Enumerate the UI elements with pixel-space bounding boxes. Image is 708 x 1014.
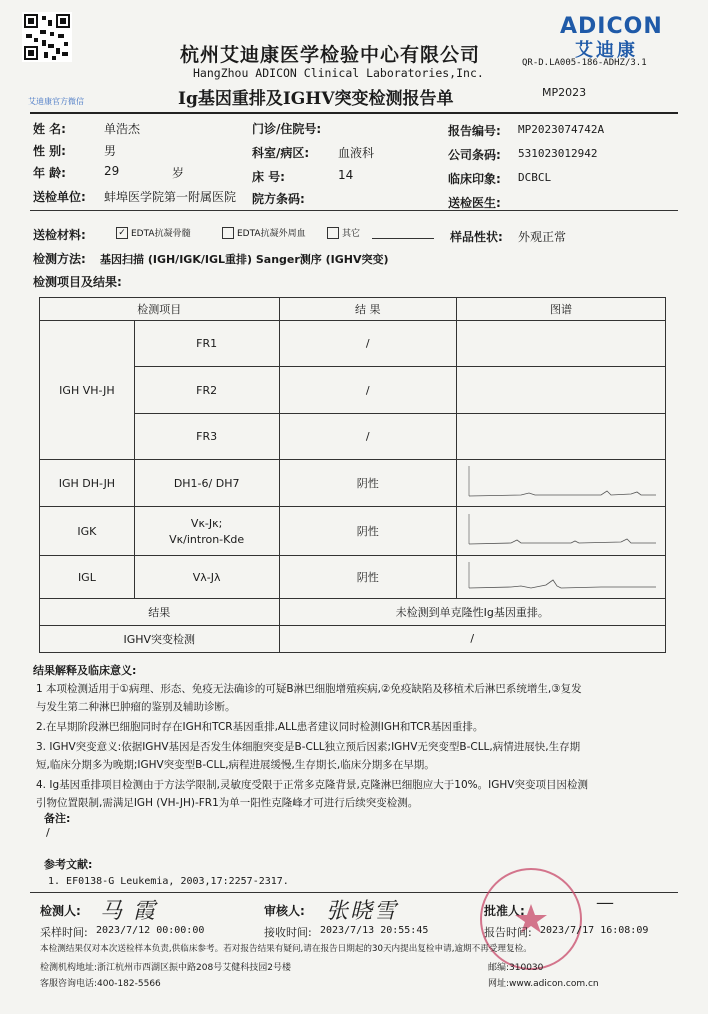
notes-heading: 结果解释及临床意义: (33, 664, 137, 677)
mp-code: MP2023 (542, 86, 587, 99)
report-title: Ig基因重排及IGHV突变检测报告单 (178, 89, 454, 109)
sub-igk-line1: Vκ-Jκ; (190, 516, 223, 530)
reference-1: 1. EF0138-G Leukemia, 2003,17:2257-2317. (48, 876, 289, 887)
impression-label: 临床印象: (448, 172, 501, 186)
spectrum-igk (457, 507, 666, 556)
header-spectrum: 图谱 (457, 298, 666, 321)
spectrum-dh (457, 459, 666, 506)
qr-caption: 艾迪康官方微信 (28, 97, 84, 106)
conclusion-label: 结果 (40, 598, 280, 625)
result-fr2: / (279, 367, 457, 413)
approver-label: 批准人: (484, 904, 525, 918)
qr-code (22, 12, 72, 62)
sub-dh: DH1-6/ DH7 (134, 459, 279, 506)
sub-igk (134, 507, 279, 556)
note-line: 短,临床分期多为晚期;IGHV突变型B-CLL,病程进展缓慢,生存期长,临床分期多在早期。 (36, 759, 435, 771)
notes-body (36, 680, 676, 812)
header-item: 检测项目 (40, 298, 280, 321)
material-option-peripheral-blood (222, 226, 306, 239)
patient-sex: 男 (104, 144, 117, 158)
name-label: 姓 名: (33, 122, 66, 136)
traits-label: 样品性状: (450, 230, 503, 244)
approver-signature: — (596, 892, 616, 913)
checkbox-bone-marrow: ✓ (116, 227, 128, 239)
reviewer-signature: 张晓雪 (326, 899, 399, 924)
report-time: 2023/7/17 16:08:09 (540, 925, 649, 936)
unit-label: 送检单位: (33, 190, 86, 204)
collect-label: 采样时间: (40, 926, 88, 939)
sex-label: 性 别: (33, 144, 66, 158)
remarks-label: 备注: (44, 812, 71, 825)
receive-time: 2023/7/13 20:55:45 (320, 925, 429, 936)
sub-igl: Vλ-Jλ (134, 556, 279, 598)
official-seal (480, 868, 582, 970)
checkbox-other (327, 227, 339, 239)
address: 检测机构地址:浙江杭州市西湖区振中路208号艾健科技园2号楼 (40, 963, 291, 973)
sub-fr2: FR2 (134, 367, 279, 413)
material-label: 送检材料: (33, 228, 86, 242)
material-option-other (327, 226, 360, 239)
option-label: EDTA抗凝骨髓 (131, 229, 191, 239)
checkbox-peripheral-blood (222, 227, 234, 239)
group-igh-vh-jh: IGH VH-JH (40, 321, 135, 460)
electropherogram-dh (461, 462, 661, 502)
note-line: 2.在早期阶段淋巴细胞同时存在IGH和TCR基因重排,ALL患者建议同时检测IGH和TCR基因重排。 (36, 721, 484, 733)
items-heading: 检测项目及结果: (33, 275, 122, 289)
receive-label: 接收时间: (264, 926, 312, 939)
conclusion: 未检测到单克隆性Ig基因重排。 (279, 598, 666, 625)
reviewer-label: 审核人: (264, 904, 305, 918)
electropherogram-igl (461, 558, 661, 594)
spectrum-igl (457, 556, 666, 598)
group-igl: IGL (40, 556, 135, 598)
bed-label: 床 号: (252, 170, 285, 184)
age-label: 年 龄: (33, 166, 66, 180)
sample-traits: 外观正常 (518, 230, 567, 244)
result-igl: 阴性 (279, 556, 457, 598)
report-no-label: 报告编号: (448, 124, 501, 138)
sub-fr3: FR3 (134, 413, 279, 459)
other-underline (372, 238, 434, 239)
tester-label: 检测人: (40, 904, 81, 918)
website: 网址:www.adicon.com.cn (488, 979, 599, 989)
electropherogram-igk (461, 510, 661, 550)
age-unit: 岁 (172, 166, 185, 180)
disclaimer: 本检测结果仅对本次送检样本负责,供临床参考。若对报告结果有疑问,请在报告日期起的30天内提出复检申请,逾期不再受理复检。 (40, 944, 532, 954)
result-fr3: / (279, 413, 457, 459)
method-label: 检测方法: (33, 252, 86, 266)
adicon-logo-cn: 艾迪康 (575, 40, 638, 61)
postcode: 邮编:310030 (488, 963, 544, 973)
company-code-label: 公司条码: (448, 148, 501, 162)
bed-number: 14 (338, 168, 354, 182)
note-line: 3. IGHV突变意义:依据IGHV基因是否发生体细胞突变是B-CLL独立预后因素;IGHV无突变型B-CLL,病情进展快,生存期 (36, 741, 581, 753)
doctor-label: 送检医生: (448, 196, 501, 210)
tester-signature: 马 霞 (100, 899, 157, 924)
patient-name: 单浩杰 (104, 122, 141, 136)
note-line: 与发生第二种淋巴肿瘤的鉴别及辅助诊断。 (36, 701, 236, 713)
hospital-code-label: 院方条码: (252, 192, 305, 206)
patient-age: 29 (104, 164, 120, 178)
spectrum-fr3 (457, 413, 666, 459)
clinic-label: 门诊/住院号: (252, 122, 322, 136)
sending-unit: 蚌埠医学院第一附属医院 (104, 190, 237, 204)
company-name-en: HangZhou ADICON Clinical Laboratories,Inc. (193, 66, 484, 80)
sub-fr1: FR1 (134, 321, 279, 367)
spectrum-fr1 (457, 321, 666, 367)
collect-time: 2023/7/12 00:00:00 (96, 925, 205, 936)
method: 基因扫描 (IGH/IGK/IGL重排) Sanger测序 (IGHV突变) (100, 253, 389, 266)
group-igk: IGK (40, 507, 135, 556)
note-line: 4. Ig基因重排项目检测由于方法学限制,灵敏度受限于正常多克隆背景,克隆淋巴细胞应大于10%。IGHV突变项目因检测 (36, 779, 588, 791)
refs-label: 参考文献: (44, 858, 93, 871)
result-fr1: / (279, 321, 457, 367)
header-result: 结 果 (279, 298, 457, 321)
option-label: EDTA抗凝外周血 (237, 229, 306, 239)
company-code: 531023012942 (518, 147, 598, 160)
form-code: QR-D.LA005-186-ADHZ/3.1 (522, 58, 647, 68)
department: 血液科 (338, 146, 375, 160)
group-igh-dh-jh: IGH DH-JH (40, 459, 135, 506)
option-label: 其它 (342, 229, 361, 239)
results-table (39, 297, 666, 653)
result-dh: 阴性 (279, 459, 457, 506)
clinical-impression: DCBCL (518, 171, 552, 184)
phone: 客服咨询电话:400-182-5566 (40, 979, 161, 989)
report-label: 报告时间: (484, 926, 532, 939)
dept-label: 科室/病区: (252, 146, 310, 160)
ighv-label: IGHV突变检测 (40, 625, 280, 652)
note-line: 引物位置限制,需满足IGH (VH-JH)-FR1为单一阳性克隆峰才可进行后续突变检测。 (36, 797, 419, 809)
material-option-bone-marrow (116, 226, 191, 239)
company-name-cn: 杭州艾迪康医学检验中心有限公司 (180, 44, 481, 66)
result-igk: 阴性 (279, 507, 457, 556)
remarks: / (46, 826, 50, 839)
note-line: 1 本项检测适用于①病理、形态、免疫无法确诊的可疑B淋巴细胞增殖疾病,②免疫缺陷及移植术后淋巴系统增生,③复发 (36, 683, 582, 695)
adicon-logo: ADICON (560, 14, 663, 39)
spectrum-fr2 (457, 367, 666, 413)
sub-igk-line2: Vκ/intron-Kde (169, 532, 245, 546)
ighv-result: / (279, 625, 666, 652)
report-number: MP2023074742A (518, 123, 605, 136)
